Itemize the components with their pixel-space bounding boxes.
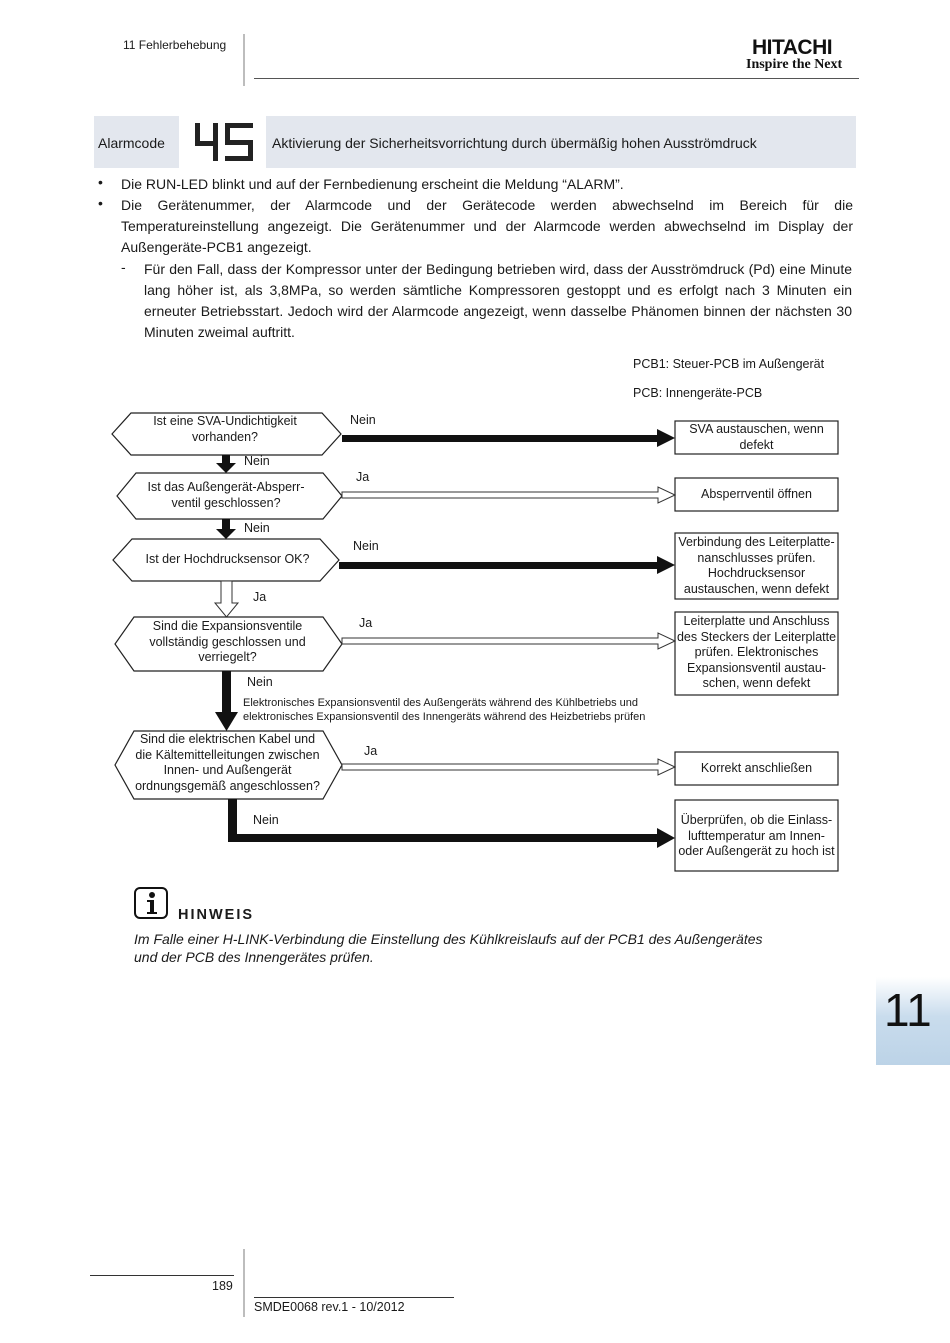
arrowhead-1 bbox=[657, 429, 675, 447]
hollow-arrow-2 bbox=[342, 487, 675, 503]
footer-divider bbox=[243, 1249, 245, 1317]
arrowhead-6 bbox=[657, 828, 675, 848]
hollow-arrow-5 bbox=[342, 759, 675, 775]
sub-bullet-dash: - bbox=[121, 259, 126, 275]
branch-label: Nein bbox=[353, 539, 379, 553]
question-2: Ist das Außengerät-Absperr-ventil geschlossen? bbox=[147, 480, 305, 510]
hinweis-line-1: Im Falle einer H-LINK-Verbindung die Einstellung des Kühlkreislaufs auf der PCB1 des Außengerätes bbox=[134, 931, 763, 947]
action-5: Korrekt anschließen bbox=[700, 761, 813, 775]
hinweis-title: HINWEIS bbox=[178, 907, 255, 923]
action-2: Absperrventil öffnen bbox=[701, 487, 812, 501]
bullet-text-2: Die Gerätenummer, der Alarmcode und der Gerätecode werden abwechselnd im Bereich für die Temperatureinstellung angezeigt. Die Gerätenummer und der Alarmcode werden abwechselnd im Display der Außengeräte-PCB1 angezeigt. bbox=[121, 197, 853, 255]
section-title: 11 Fehlerbehebung bbox=[123, 38, 227, 52]
alarm-label: Alarmcode bbox=[98, 135, 165, 151]
footer-rule-left bbox=[90, 1275, 234, 1276]
action-6: Überprüfen, ob die Einlass-lufttemperatur am Innen-oder Außengerät zu hoch ist bbox=[678, 813, 835, 858]
branch-label: Nein bbox=[244, 521, 270, 535]
valve-note-line-2: elektronisches Expansionsventil des Innengeräts während des Heizbetriebs prüfen bbox=[243, 711, 646, 723]
chapter-number: 11 bbox=[884, 984, 932, 1036]
question-1: Ist eine SVA-Undichtigkeit vorhanden? bbox=[153, 414, 297, 444]
arrowhead-down-1 bbox=[216, 463, 236, 473]
action-3: Verbindung des Leiterplatte-nanschlusses prüfen. Hochdrucksensor austauschen, wenn defekt bbox=[678, 535, 835, 596]
action-4: Leiterplatte und Anschluss des Steckers der Leiterplatte prüfen. Elektronisches Expansionsventil austau-schen, wenn defekt bbox=[676, 614, 837, 690]
arrow-down-shaft-2 bbox=[222, 519, 230, 530]
branch-label: Ja bbox=[253, 590, 267, 604]
branch-label: Ja bbox=[359, 616, 373, 630]
bullet-text-1: Die RUN-LED blinkt und auf der Fernbedienung erscheint die Meldung “ALARM”. bbox=[121, 176, 624, 192]
arrow-elbow-horizontal bbox=[228, 834, 657, 842]
branch-label: Nein bbox=[253, 813, 279, 827]
hinweis-line-2: und der PCB des Innengerätes prüfen. bbox=[134, 949, 374, 965]
arrow-down-shaft-4 bbox=[222, 671, 231, 719]
arrow-shaft-1 bbox=[342, 435, 657, 442]
hollow-arrow-4 bbox=[342, 633, 675, 649]
footer-rule-right bbox=[254, 1297, 454, 1298]
question-5: Sind die elektrischen Kabel und die Kältemittelleitungen zwischen Innen- und Außengerät ordnungsgemäß angeschlossen? bbox=[135, 732, 320, 793]
question-3: Ist der Hochdrucksensor OK? bbox=[145, 552, 310, 566]
branch-label: Nein bbox=[350, 413, 376, 427]
bullet-dot: • bbox=[98, 174, 103, 190]
arrow-shaft-3 bbox=[339, 562, 657, 569]
alarm-description: Aktivierung der Sicherheitsvorrichtung durch übermäßig hohen Ausströmdruck bbox=[272, 135, 757, 151]
arrowhead-down-4 bbox=[215, 712, 238, 731]
question-4: Sind die Expansionsventile vollständig geschlossen und verriegelt? bbox=[149, 619, 306, 664]
document-reference: SMDE0068 rev.1 - 10/2012 bbox=[254, 1300, 405, 1314]
branch-label: Nein bbox=[247, 675, 273, 689]
brand-logo: HITACHI bbox=[752, 36, 833, 59]
legend-pcb: PCB: Innengeräte-PCB bbox=[633, 386, 763, 400]
legend-pcb1: PCB1: Steuer-PCB im Außengerät bbox=[633, 357, 825, 371]
brand-tagline: Inspire the Next bbox=[746, 57, 843, 72]
branch-label: Ja bbox=[356, 470, 370, 484]
branch-label: Nein bbox=[244, 454, 270, 468]
hinweis-text bbox=[134, 930, 763, 966]
sub-bullet-text: Für den Fall, dass der Kompressor unter der Bedingung betrieben wird, dass der Ausströmdruck (Pd) eine Minute lang höher ist, als 3,8MPa, so werden sämtliche Kompressoren gestoppt und es erfolgt nach 3 Minuten ein erneuter Betriebsstart. Jedoch wird der Alarmcode angezeigt, wenn dasselbe Phänomen binnen der nächsten 30 Minuten zweimal auftritt. bbox=[144, 261, 852, 340]
branch-label: Ja bbox=[364, 744, 378, 758]
hollow-arrow-down-3 bbox=[215, 581, 238, 617]
info-icon bbox=[134, 887, 168, 919]
bullet-dot: • bbox=[98, 195, 103, 211]
action-1: SVA austauschen, wenn defekt bbox=[689, 422, 824, 452]
arrowhead-3 bbox=[657, 556, 675, 574]
page-number: 189 bbox=[212, 1279, 233, 1293]
arrowhead-down-2 bbox=[216, 529, 236, 539]
valve-note-line-1: Elektronisches Expansionsventil des Außengeräts während des Kühlbetriebs und bbox=[243, 697, 639, 709]
